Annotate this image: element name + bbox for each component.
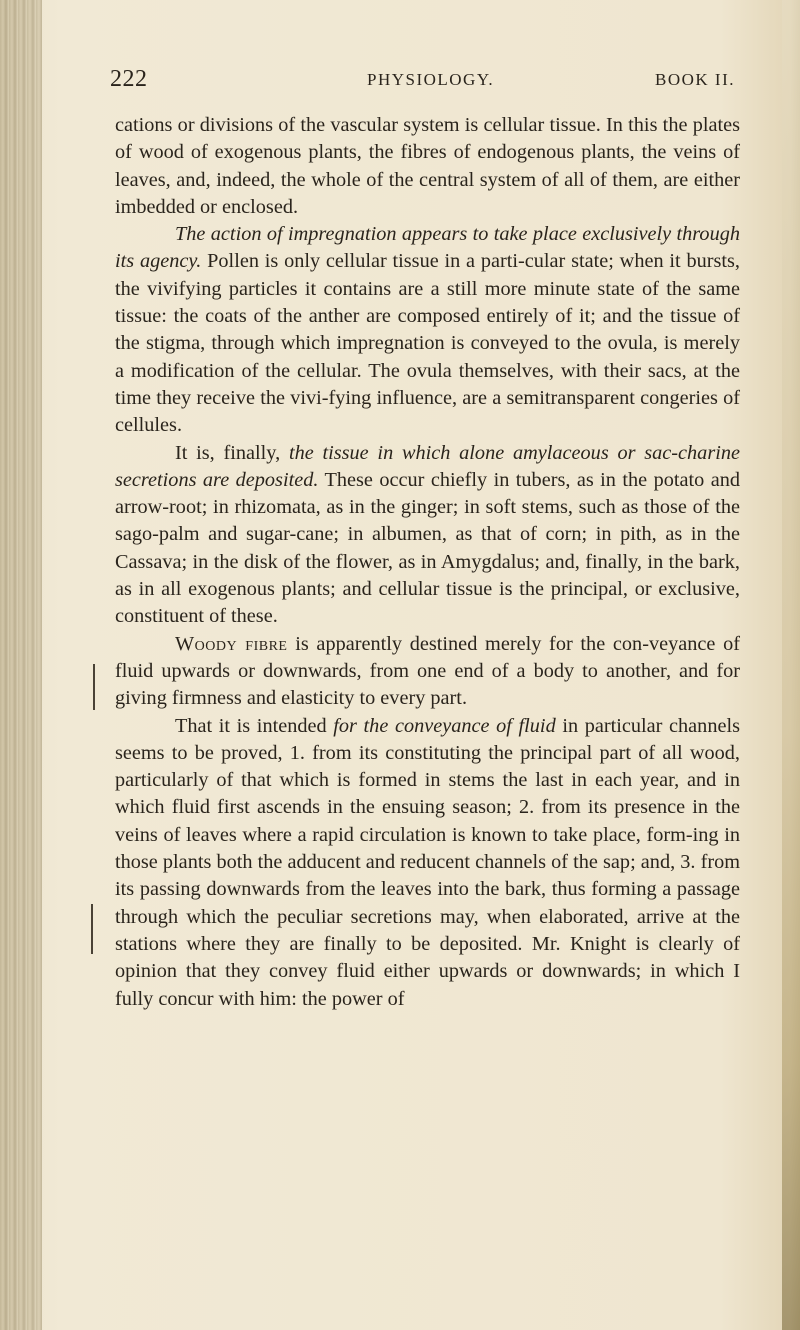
paragraph-3 xyxy=(115,440,740,631)
paragraph-text: Pollen is only cellular tissue in a parti-cular state; when it bursts, the vivifying particles it contains are a still more minute state of the same tissue: the coats of the anther are composed entirely of it; and the tissue of the stigma, through which impregnation is conveyed to the ovula, is merely a modification of the cellular. The ovula themselves, with their sacs, at the time they receive the vivi-fying influence, are a semitransparent congeries of cellules. xyxy=(115,250,740,437)
paragraph-text: in particular channels seems to be proved, 1. from its constituting the principal part of all wood, particularly of that which is formed in stems the last in each year, and in which fluid first ascends in the ensuing season; 2. from its presence in the veins of leaves where a rapid circulation is known to take place, form-ing in those plants both the adducent and reducent channels of the sap; and, 3. from its passing downwards from the leaves into the bark, thus forming a passage through which the peculiar secretions may, when elaborated, arrive at the stations where they are finally to be deposited. Mr. Knight is clearly of opinion that they convey fluid either upwards or downwards; in which I fully concur with him: the power of xyxy=(115,714,740,1010)
book-label: BOOK II. xyxy=(655,70,735,89)
margin-mark xyxy=(93,664,95,710)
margin-mark xyxy=(91,904,93,954)
paragraph-text: These occur chiefly in tubers, as in the potato and arrow-root; in rhizomata, as in the ginger; in soft stems, such as those of the sago-palm and sugar-cane; in albumen, as that of corn; in pith, as in the Cassava; in the disk of the flower, as in Amygdalus; and, finally, in the bark, as in all exogenous plants; and cellular tissue is the principal, or exclusive, constituent of these. xyxy=(115,468,740,628)
binding-gutter xyxy=(0,0,42,1330)
paragraph-text: That it is intended xyxy=(175,714,334,737)
paragraph-2 xyxy=(115,221,740,439)
running-head: PHYSIOLOGY. xyxy=(367,70,495,89)
italic-phrase: the tissue in which alone amylaceous or sac-charine secretions are deposited. xyxy=(115,441,740,491)
body-text xyxy=(115,112,740,1013)
section-term: Woody fibre xyxy=(175,632,288,655)
page-number: 222 xyxy=(110,66,148,92)
paragraph-text: It is, finally, xyxy=(175,441,289,464)
page-header xyxy=(110,66,735,96)
paragraph-4 xyxy=(115,631,740,713)
page-edge xyxy=(782,0,800,1330)
paragraph-text: cations or divisions of the vascular system is cellular tissue. In this the plates of wood of exogenous plants, the fibres of endogenous plants, the veins of leaves, and, indeed, the whole of the central system of all of them, are either imbedded or enclosed. xyxy=(115,114,740,218)
paragraph-5 xyxy=(115,713,740,1013)
italic-phrase: for the conveyance of fluid xyxy=(333,714,556,737)
paragraph-text: is apparently destined merely for the con-veyance of fluid upwards or downwards, from one end of a body to another, and for giving firmness and elasticity to every part. xyxy=(115,632,740,710)
italic-lead: The action of impregnation appears to take place exclusively through its agency. xyxy=(115,223,740,273)
paragraph-1 xyxy=(115,112,740,221)
